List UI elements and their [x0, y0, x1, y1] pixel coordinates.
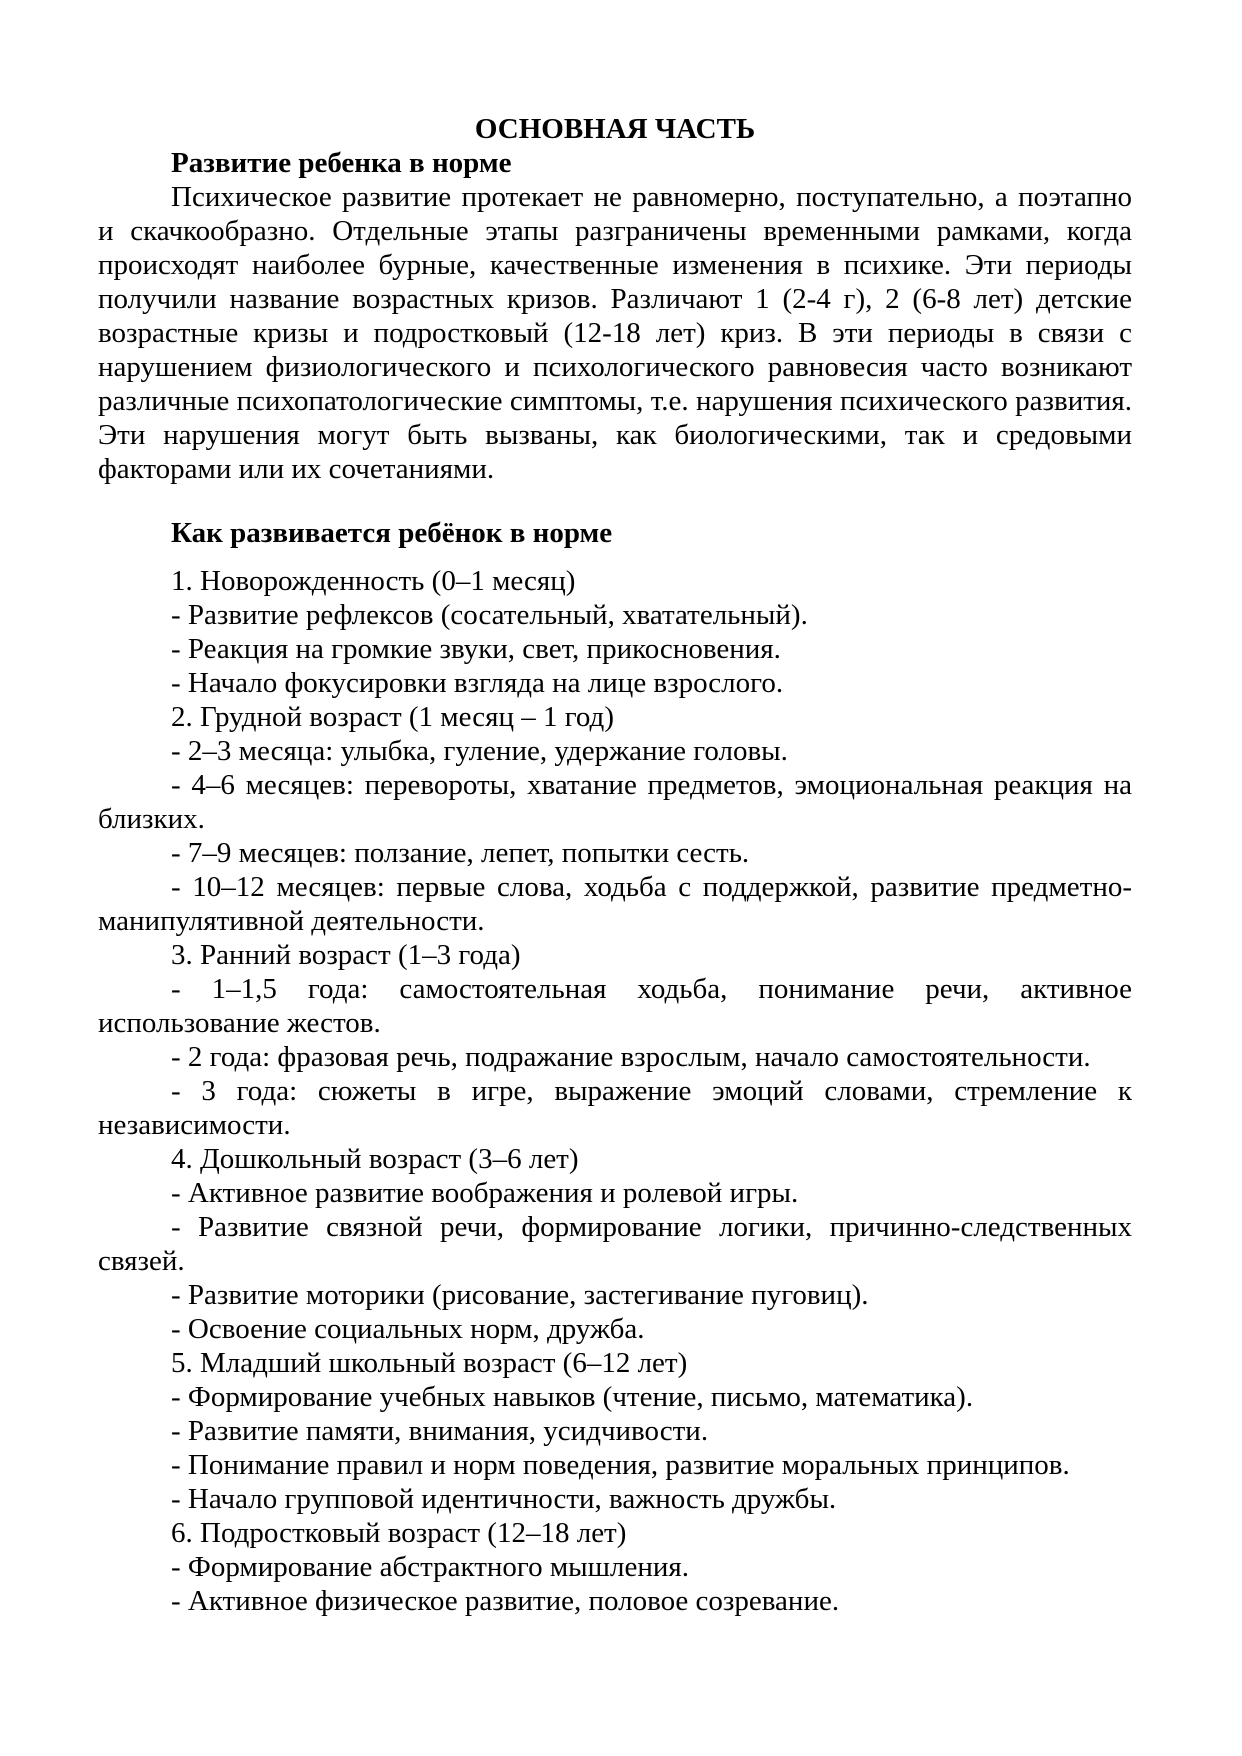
detail-item: - 1–1,5 года: самостоятельная ходьба, понимание речи, активное использование жестов.	[98, 973, 1132, 1039]
detail-item: - 2 года: фразовая речь, подражание взрослым, начало самостоятельности.	[171, 1041, 1091, 1073]
detail-item: - Понимание правил и норм поведения, развитие моральных принципов.	[171, 1449, 1070, 1481]
detail-item: - Начало фокусировки взгляда на лице взрослого.	[171, 667, 784, 699]
detail-item: - Реакция на громкие звуки, свет, прикосновения.	[171, 633, 781, 665]
detail-item: - Начало групповой идентичности, важность дружбы.	[171, 1483, 837, 1515]
stage-item: 1. Новорожденность (0–1 месяц)	[171, 565, 576, 597]
detail-item: - Освоение социальных норм, дружба.	[171, 1313, 645, 1345]
stage-item: 2. Грудной возраст (1 месяц – 1 год)	[171, 701, 614, 733]
detail-item: - Формирование абстрактного мышления.	[171, 1551, 689, 1583]
stage-item: 4. Дошкольный возраст (3–6 лет)	[171, 1143, 579, 1175]
detail-item: - 2–3 месяца: улыбка, гуление, удержание головы.	[171, 735, 788, 767]
intro-paragraph: Психическое развитие протекает не равномерно, поступательно, а поэтапно и скачкообразно. Отдельные этапы разграничены временными рамками, когда происходят наиболее бурные, качественные изменения в психике. Эти периоды получили название возрастных кризов. Различают 1 (2-4 г), 2 (6-8 лет) детские возрастные кризы и подростковый (12-18 лет) криз. В эти периоды в связи с нарушением физиологического и психологического равновесия часто возникают различные психопатологические симптомы, т.е. нарушения психического развития. Эти нарушения могут быть вызваны, как биологическими, так и средовыми факторами или их сочетаниями.	[98, 181, 1132, 485]
detail-item: - 3 года: сюжеты в игре, выражение эмоций словами, стремление к независимости.	[98, 1075, 1132, 1141]
detail-item: - Активное физическое развитие, половое созревание.	[171, 1585, 840, 1617]
detail-item: - Развитие связной речи, формирование логики, причинно-следственных связей.	[98, 1211, 1132, 1277]
detail-item: - Формирование учебных навыков (чтение, письмо, математика).	[171, 1381, 974, 1413]
stage-item: 3. Ранний возраст (1–3 года)	[171, 939, 521, 971]
detail-item: - Развитие памяти, внимания, усидчивости.	[171, 1415, 709, 1447]
detail-item: - Развитие моторики (рисование, застегивание пуговиц).	[171, 1279, 869, 1311]
section-how-child-develops	[98, 516, 1132, 1618]
detail-item: - Активное развитие воображения и ролевой игры.	[171, 1177, 799, 1209]
detail-item: - 10–12 месяцев: первые слова, ходьба с поддержкой, развитие предметно-манипулятивной деятельности.	[98, 871, 1132, 937]
stage-item: 6. Подростковый возраст (12–18 лет)	[171, 1517, 627, 1549]
section-child-development-norm	[98, 146, 1132, 486]
section1-heading: Развитие ребенка в норме	[171, 147, 512, 179]
detail-item: - 4–6 месяцев: перевороты, хватание предметов, эмоциональная реакция на близких.	[98, 769, 1132, 835]
stage-item: 5. Младший школьный возраст (6–12 лет)	[171, 1347, 688, 1379]
section2-heading: Как развивается ребёнок в норме	[171, 517, 613, 549]
document-title: ОСНОВНАЯ ЧАСТЬ	[474, 113, 756, 145]
detail-item: - Развитие рефлексов (сосательный, хватательный).	[171, 599, 808, 631]
detail-item: - 7–9 месяцев: ползание, лепет, попытки сесть.	[171, 837, 750, 869]
